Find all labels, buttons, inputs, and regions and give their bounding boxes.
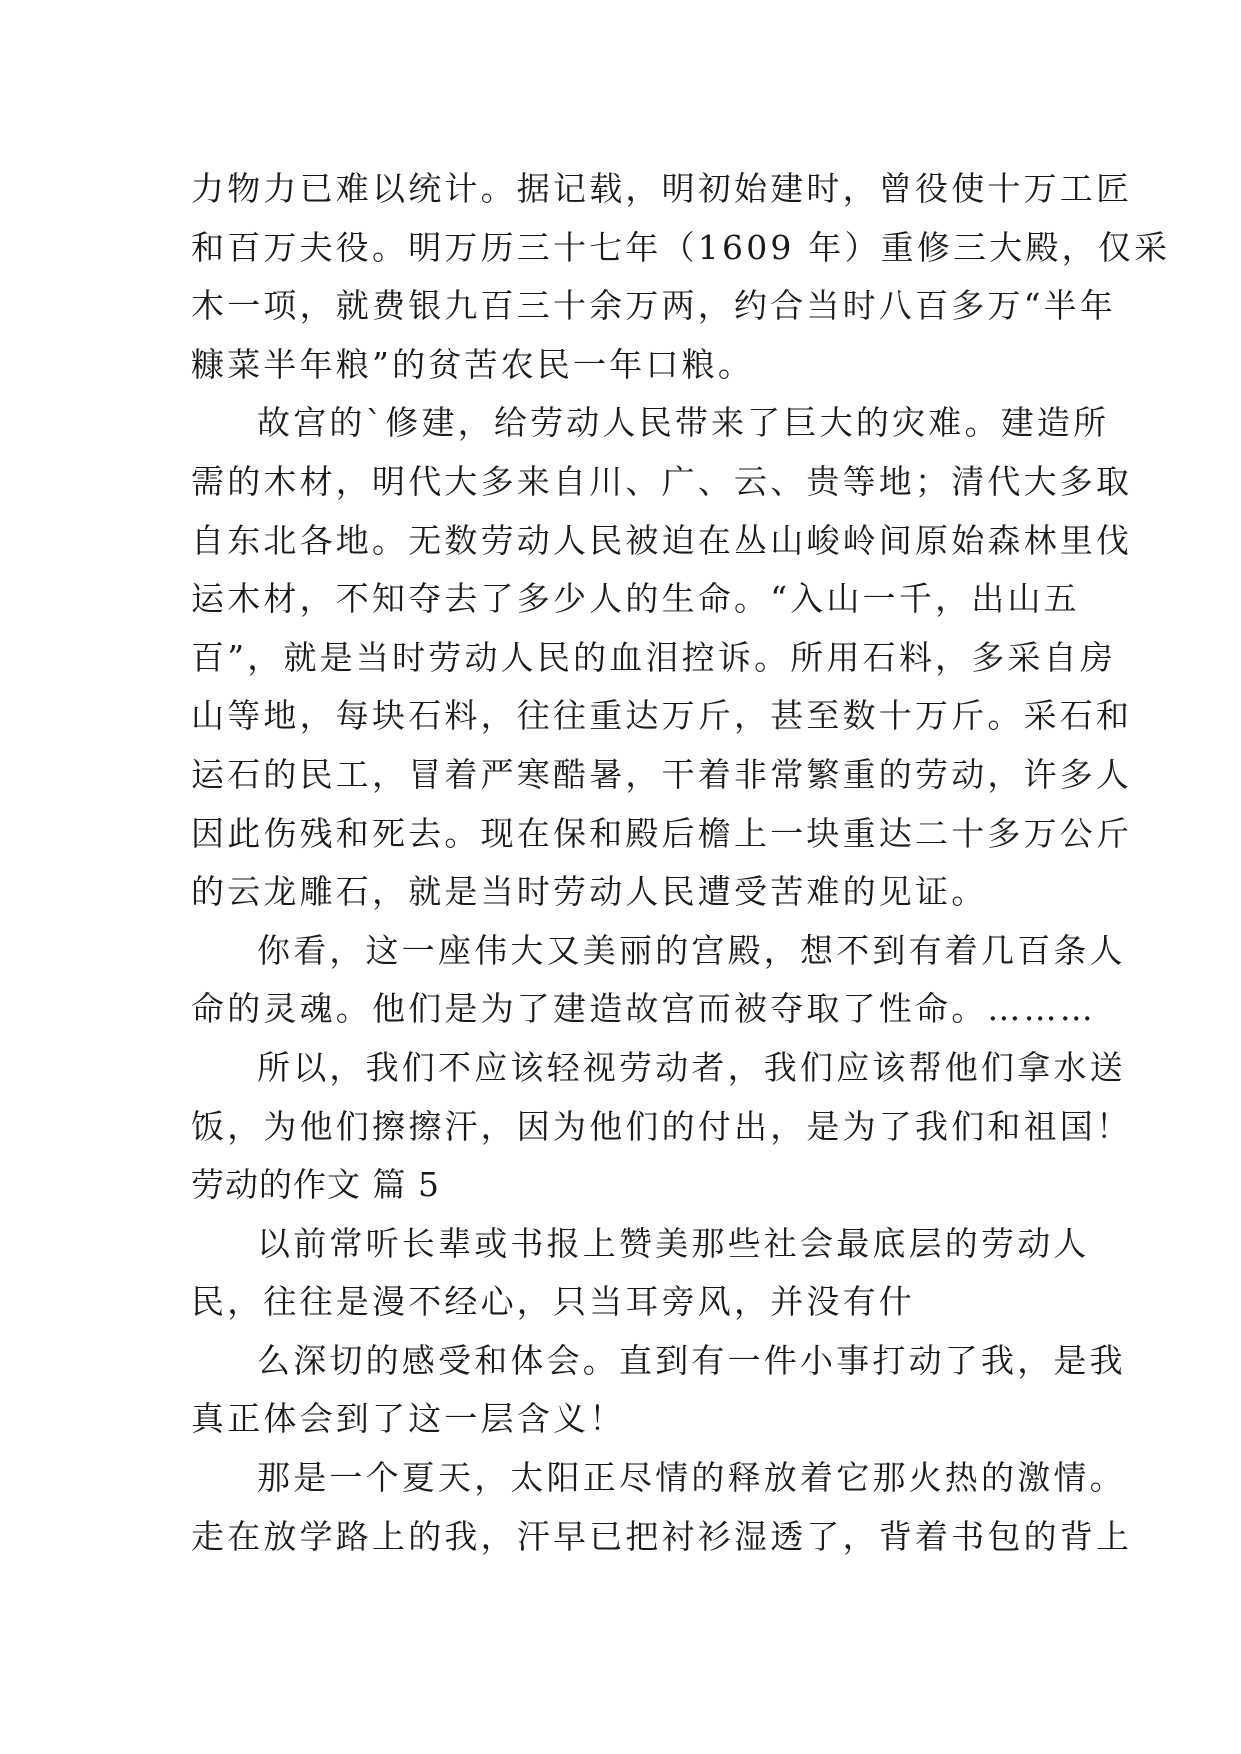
paragraph-start-line: 所以，我们不应该轻视劳动者，我们应该帮他们拿水送 (257, 1047, 1126, 1087)
paragraph-start-line: 那是一个夏天，太阳正尽情的释放着它那火热的激情。 (257, 1458, 1126, 1498)
text-line: 运木材，不知夺去了多少人的生命。“入山一千，出山五 (191, 579, 1080, 619)
section-heading: 劳动的作文 篇 5 (191, 1165, 440, 1205)
text-line: 糠菜半年粮”的贫苦农民一年口粮。 (191, 344, 755, 384)
text-line: 走在放学路上的我，汗早已把衬衫湿透了，背着书包的背上 (191, 1516, 1133, 1556)
text-line: 命的灵魂。他们是为了建造故宫而被夺取了性命。……… (191, 989, 1096, 1029)
text-line: 木一项，就费银九百三十余万两，约合当时八百多万“半年 (191, 286, 1117, 326)
text-line: 真正体会到了这一层含义！ (191, 1399, 626, 1439)
text-line: 需的木材，明代大多来自川、广、云、贵等地；清代大多取 (191, 461, 1133, 501)
text-line: 山等地，每块石料，往往重达万斤，甚至数十万斤。采石和 (191, 696, 1133, 736)
paragraph-start-line: 么深切的感受和体会。直到有一件小事打动了我，是我 (257, 1340, 1126, 1380)
text-line: 自东北各地。无数劳动人民被迫在丛山峻岭间原始森林里伐 (191, 520, 1133, 560)
text-line: 饭，为他们擦擦汗，因为他们的付出，是为了我们和祖国！ (191, 1106, 1133, 1146)
text-line: 百”，就是当时劳动人民的血泪控诉。所用石料，多采自房 (191, 637, 1117, 677)
paragraph-start-line: 你看，这一座伟大又美丽的宫殿，想不到有着几百条人 (257, 930, 1126, 970)
text-line: 和百万夫役。明万历三十七年（1609 年）重修三大殿，仅采 (191, 227, 1171, 267)
text-line: 力物力已难以统计。据记载，明初始建时，曾役使十万工匠 (191, 169, 1133, 208)
text-line: 因此伤残和死去。现在保和殿后檐上一块重达二十多万公斤 (191, 813, 1133, 853)
text-line: 民，往往是漫不经心，只当耳旁风，并没有什 (191, 1282, 915, 1322)
document-body (191, 160, 1171, 1566)
text-line: 的云龙雕石，就是当时劳动人民遭受苦难的见证。 (191, 872, 988, 912)
paragraph-start-line: 故宫的`修建，给劳动人民带来了巨大的灾难。建造所 (257, 403, 1110, 443)
text-line: 运石的民工，冒着严寒酷暑，干着非常繁重的劳动，许多人 (191, 754, 1133, 794)
paragraph-start-line: 以前常听长辈或书报上赞美那些社会最底层的劳动人 (257, 1223, 1090, 1263)
